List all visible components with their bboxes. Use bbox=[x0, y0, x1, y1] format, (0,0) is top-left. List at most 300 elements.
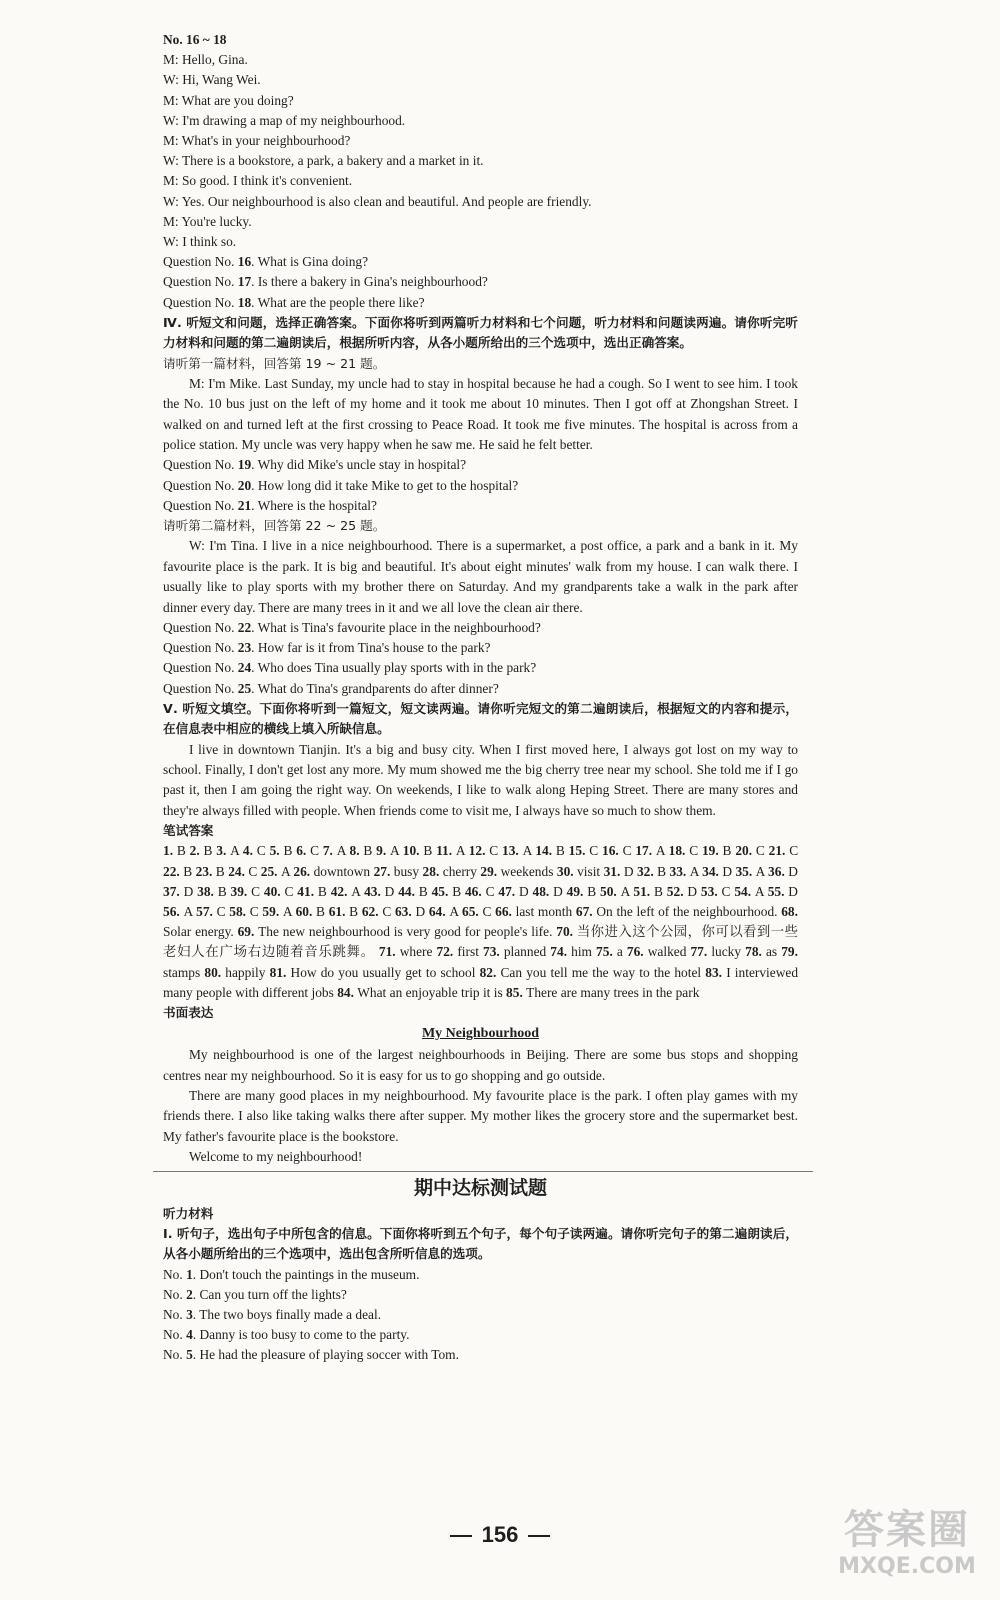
question-line bbox=[163, 272, 798, 292]
answer-dot: . bbox=[408, 903, 416, 919]
question-line bbox=[163, 679, 798, 699]
answer-item bbox=[495, 904, 572, 919]
midterm-title: 期中达标测试题 bbox=[413, 1176, 547, 1199]
section4-instruction: Ⅳ. 听短文和问题，选择正确答案。下面你将听到两篇听力材料和七个问题，听力材料和问题读两遍。请你听完听力材料和问题的第二遍朗读后，根据所听内容，从各小题所给出的三个选项中，选出正确答案。 bbox=[163, 314, 798, 351]
watermark-url: MXQE.COM bbox=[838, 1554, 976, 1579]
answer-dot: . bbox=[342, 903, 350, 919]
answer-item bbox=[204, 965, 265, 980]
answer-number: 42 bbox=[330, 883, 345, 899]
answer-item bbox=[349, 843, 372, 858]
answer-item bbox=[498, 884, 528, 899]
answer-item bbox=[163, 843, 186, 858]
answer-dot: . bbox=[411, 883, 419, 899]
answer-dot: . bbox=[308, 903, 317, 919]
answer-dot: . bbox=[640, 944, 648, 960]
answer-item bbox=[190, 843, 213, 858]
question-line bbox=[163, 293, 798, 313]
question-line-text: . What is Gina doing? bbox=[251, 254, 369, 270]
answer-dot: . bbox=[276, 843, 284, 859]
answer-item bbox=[264, 884, 294, 899]
answer-item bbox=[502, 843, 532, 858]
answer-number: 55 bbox=[767, 883, 782, 899]
answer-dot: . bbox=[511, 883, 519, 899]
answer-item bbox=[238, 924, 553, 939]
sentence-line bbox=[163, 1325, 798, 1345]
answer-number: 8 bbox=[349, 843, 357, 859]
answer-dot: . bbox=[508, 903, 516, 919]
answer-item bbox=[296, 843, 319, 858]
answer-value: B bbox=[587, 883, 597, 899]
answer-number: 57 bbox=[196, 903, 210, 919]
answer-number: 13 bbox=[502, 843, 516, 859]
answer-dot: . bbox=[781, 883, 789, 899]
answer-value: cherry bbox=[442, 863, 477, 879]
answer-dot: . bbox=[492, 964, 501, 980]
answer-value: downtown bbox=[313, 863, 371, 879]
answer-item bbox=[329, 904, 358, 919]
answer-value: B bbox=[722, 843, 732, 859]
answer-dot: . bbox=[442, 903, 450, 919]
question-line-prefix: Question No. bbox=[163, 640, 238, 656]
answer-dot: . bbox=[715, 843, 723, 859]
answer-value: A bbox=[282, 903, 292, 919]
answer-value: B bbox=[349, 903, 359, 919]
answer-dot: . bbox=[617, 863, 624, 879]
answer-item bbox=[669, 843, 699, 858]
section-divider bbox=[153, 1171, 813, 1172]
answer-number: 4 bbox=[242, 843, 250, 859]
answer-dot: . bbox=[449, 944, 458, 960]
answer-item bbox=[465, 884, 495, 899]
answer-value: C bbox=[482, 903, 492, 919]
sentence-line bbox=[163, 1265, 798, 1285]
answer-value: D bbox=[553, 883, 563, 899]
question-line-number: 21 bbox=[237, 497, 252, 513]
answer-value: C bbox=[382, 903, 392, 919]
answer-value: A bbox=[230, 843, 240, 859]
answer-number: 68 bbox=[781, 903, 795, 919]
answer-value: A bbox=[620, 883, 630, 899]
answer-dot: . bbox=[250, 924, 259, 940]
sentence-line-text: . Can you turn off the lights? bbox=[192, 1286, 347, 1302]
answer-number: 50 bbox=[600, 883, 614, 899]
answer-item bbox=[480, 965, 702, 980]
answer-number: 34 bbox=[702, 863, 716, 879]
answer-value: A bbox=[351, 883, 361, 899]
answer-number: 84 bbox=[337, 984, 351, 1000]
answer-value: C bbox=[789, 843, 799, 859]
page-number-dash-left bbox=[450, 1535, 472, 1537]
answer-value: A bbox=[755, 863, 765, 879]
answer-dot: . bbox=[548, 843, 556, 859]
answer-number: 52 bbox=[666, 883, 681, 899]
answer-item bbox=[376, 843, 399, 858]
answer-number: 49 bbox=[566, 883, 581, 899]
answer-number: 45 bbox=[431, 883, 445, 899]
answer-item bbox=[262, 904, 291, 919]
answer-value: B bbox=[452, 883, 462, 899]
answer-value: D bbox=[687, 883, 698, 899]
answer-item bbox=[261, 864, 290, 879]
answer-dot: . bbox=[356, 843, 364, 859]
answer-item bbox=[690, 944, 741, 959]
answer-number: 53 bbox=[700, 883, 715, 899]
answer-item bbox=[379, 944, 433, 959]
answer-dot: . bbox=[210, 883, 218, 899]
answer-dot: . bbox=[748, 863, 756, 879]
answer-dot: . bbox=[329, 843, 337, 859]
answer-number: 43 bbox=[364, 883, 378, 899]
answer-item bbox=[403, 843, 433, 858]
answer-value: stamps bbox=[163, 964, 201, 980]
answer-value: C bbox=[256, 843, 266, 859]
question-line-prefix: Question No. bbox=[163, 660, 238, 676]
answer-item bbox=[734, 884, 764, 899]
essay-paragraph: Welcome to my neighbourhood! bbox=[189, 1149, 363, 1165]
answer-number: 39 bbox=[230, 883, 244, 899]
question-line-number: 25 bbox=[237, 680, 252, 696]
answer-value: B bbox=[283, 843, 293, 859]
answer-number: 12 bbox=[468, 843, 483, 859]
answer-dot: . bbox=[448, 843, 456, 859]
answer-number: 70 bbox=[556, 924, 570, 940]
dialogue-line: M: What's in your neighbourhood? bbox=[163, 133, 351, 149]
answer-number: 65 bbox=[462, 903, 476, 919]
answer-item bbox=[637, 864, 666, 879]
answer-value: last month bbox=[515, 903, 573, 919]
answer-value: B bbox=[423, 843, 433, 859]
answer-item bbox=[437, 944, 479, 959]
answer-item bbox=[469, 843, 499, 858]
answer-value: B bbox=[176, 843, 186, 859]
answer-dot: . bbox=[582, 843, 590, 859]
answer-number: 79 bbox=[781, 944, 795, 960]
answer-value: B bbox=[657, 863, 667, 879]
question-line-text: . How long did it take Mike to get to the hospital? bbox=[251, 477, 519, 493]
answer-number: 80 bbox=[204, 964, 218, 980]
answer-value: A bbox=[522, 843, 532, 859]
answer-item bbox=[297, 884, 327, 899]
answer-value: as bbox=[765, 944, 778, 960]
answer-value: C bbox=[310, 843, 320, 859]
answer-number: 72 bbox=[436, 944, 450, 960]
answer-item bbox=[735, 843, 765, 858]
answer-item bbox=[163, 884, 193, 899]
question-line-prefix: Question No. bbox=[163, 274, 238, 290]
answer-value: A bbox=[336, 843, 346, 859]
question-line bbox=[163, 476, 798, 496]
answer-dot: . bbox=[794, 903, 798, 919]
answer-value: C bbox=[249, 903, 259, 919]
sentence-line-text: . Don't touch the paintings in the museum. bbox=[192, 1266, 420, 1282]
answer-dot: . bbox=[748, 843, 756, 859]
answer-number: 16 bbox=[602, 843, 616, 859]
answer-number: 14 bbox=[535, 843, 549, 859]
answer-number: 51 bbox=[633, 883, 647, 899]
answer-number: 46 bbox=[464, 883, 479, 899]
question-line bbox=[163, 658, 798, 678]
answer-value: There are many trees in the park bbox=[526, 984, 700, 1000]
answer-value: D bbox=[722, 863, 732, 879]
answer-value: D bbox=[788, 863, 798, 879]
answer-dot: . bbox=[650, 863, 658, 879]
question-line-number: 24 bbox=[237, 660, 252, 676]
answer-item bbox=[196, 904, 225, 919]
answer-item bbox=[331, 884, 361, 899]
sentence-line-text: . Danny is too busy to come to the party. bbox=[192, 1327, 410, 1343]
answer-number: 61 bbox=[328, 903, 343, 919]
answer-key bbox=[163, 841, 798, 1003]
answer-value: B bbox=[317, 883, 327, 899]
question-line bbox=[163, 252, 798, 272]
answer-dot: . bbox=[682, 843, 690, 859]
midterm-subheading: 听力材料 bbox=[163, 1205, 214, 1221]
answer-value: B bbox=[203, 843, 213, 859]
answer-number: 17 bbox=[635, 843, 649, 859]
sentence-line bbox=[163, 1285, 798, 1305]
dialogue-line: W: Hi, Wang Wei. bbox=[163, 72, 261, 88]
question-line-prefix: Question No. bbox=[163, 294, 238, 310]
page-number-dash-right bbox=[528, 1535, 550, 1537]
answer-item bbox=[480, 864, 553, 879]
answer-value: walked bbox=[647, 944, 687, 960]
question-line-text: . How far is it from Tina's house to the park? bbox=[251, 640, 491, 656]
answer-dot: . bbox=[302, 843, 311, 859]
answer-value: B bbox=[654, 883, 663, 899]
answer-item bbox=[423, 864, 477, 879]
answer-dot: . bbox=[515, 843, 523, 859]
answer-dot: . bbox=[482, 843, 490, 859]
sentence-line-prefix: No. bbox=[163, 1307, 187, 1323]
answer-dot: . bbox=[496, 944, 504, 960]
answer-item bbox=[745, 944, 777, 959]
answer-value: A bbox=[390, 843, 399, 859]
dialogue-line: W: There is a bookstore, a park, a bakery and a market in it. bbox=[163, 153, 484, 169]
answer-value: B bbox=[183, 863, 193, 879]
answer-dot: . bbox=[222, 843, 231, 859]
essay-paragraph: My neighbourhood is one of the largest neighbourhoods in Beijing. There are some bus stops and shopping centres near my neighbourhood. So it is easy for us to go shopping and go outside. bbox=[163, 1047, 798, 1083]
answer-number: 36 bbox=[768, 863, 782, 879]
writing-heading: 书面表达 bbox=[163, 1005, 214, 1020]
answer-value: The new neighbourhood is very good for people's life. bbox=[258, 924, 553, 940]
answer-value: B bbox=[363, 843, 373, 859]
answer-dot: . bbox=[545, 883, 554, 899]
answer-value: C bbox=[689, 843, 699, 859]
answer-number: 25 bbox=[260, 863, 275, 879]
answer-value: visit bbox=[577, 863, 601, 879]
answer-dot: . bbox=[646, 883, 654, 899]
answer-item bbox=[374, 864, 420, 879]
answer-number: 58 bbox=[229, 903, 243, 919]
answer-value: him bbox=[571, 944, 592, 960]
answer-value: planned bbox=[503, 944, 547, 960]
answer-item bbox=[362, 904, 391, 919]
answer-item bbox=[196, 864, 225, 879]
answer-value: B bbox=[555, 843, 565, 859]
answer-number: 81 bbox=[269, 964, 284, 980]
answer-dot: . bbox=[283, 964, 291, 980]
answer-number: 56 bbox=[163, 903, 177, 919]
dialogue-lines bbox=[163, 50, 798, 252]
answer-dot: . bbox=[274, 863, 281, 879]
answer-dot: . bbox=[375, 903, 383, 919]
answer-value: C bbox=[284, 883, 294, 899]
answer-dot: . bbox=[344, 883, 352, 899]
answer-number: 23 bbox=[195, 863, 209, 879]
answer-number: 82 bbox=[479, 964, 493, 980]
answer-dot: . bbox=[444, 883, 453, 899]
answer-dot: . bbox=[176, 863, 184, 879]
answer-number: 24 bbox=[228, 863, 242, 879]
answer-dot: . bbox=[416, 843, 424, 859]
answer-item bbox=[270, 843, 293, 858]
answer-value: D bbox=[415, 903, 426, 919]
answer-dot: . bbox=[249, 843, 257, 859]
answer-item bbox=[436, 843, 465, 858]
answer-number: 75 bbox=[596, 944, 610, 960]
answer-value: a bbox=[616, 944, 623, 960]
answer-item bbox=[735, 864, 764, 879]
answer-value: On the left of the neighbourhood. bbox=[596, 903, 778, 919]
answer-item bbox=[535, 843, 565, 858]
answer-dot: . bbox=[209, 903, 217, 919]
answer-value: C bbox=[721, 883, 731, 899]
question-line bbox=[163, 455, 798, 475]
answer-dot: . bbox=[196, 843, 204, 859]
answer-value: Solar energy. bbox=[163, 924, 234, 940]
answer-value: C bbox=[622, 843, 632, 859]
answer-number: 66 bbox=[495, 903, 509, 919]
answer-item bbox=[633, 884, 663, 899]
sentence-line-number: 3 bbox=[186, 1307, 193, 1323]
answer-value: I interviewed many people with different jobs bbox=[163, 964, 799, 1000]
answer-item bbox=[768, 864, 798, 879]
answer-item bbox=[602, 843, 632, 858]
answer-number: 3 bbox=[216, 843, 223, 859]
passage1-questions bbox=[163, 455, 798, 516]
answer-value: A bbox=[655, 843, 665, 859]
answer-value: 当你进入这个公园，你可以看到一些老妇人在广场右边随着音乐跳舞。 bbox=[163, 924, 798, 960]
answer-dot: . bbox=[242, 903, 250, 919]
answer-dot: . bbox=[382, 843, 390, 859]
question-line-prefix: Question No. bbox=[163, 497, 238, 513]
dialogue-line: W: I think so. bbox=[163, 234, 237, 250]
answer-dot: . bbox=[648, 843, 656, 859]
answer-item bbox=[395, 904, 425, 919]
answer-dot: . bbox=[718, 964, 727, 980]
answer-dot: . bbox=[169, 843, 177, 859]
answer-value: where bbox=[399, 944, 433, 960]
answer-item bbox=[163, 904, 192, 919]
answer-number: 85 bbox=[506, 984, 520, 1000]
dialogue-line: M: You're lucky. bbox=[163, 213, 252, 229]
answer-dot: . bbox=[306, 863, 314, 879]
answer-dot: . bbox=[475, 903, 483, 919]
answer-value: C bbox=[489, 843, 499, 859]
answer-dot: . bbox=[589, 903, 597, 919]
question-line-number: 20 bbox=[237, 477, 252, 493]
answer-item bbox=[462, 904, 491, 919]
answer-dot: . bbox=[758, 944, 766, 960]
answer-item bbox=[216, 843, 239, 858]
question-line bbox=[163, 638, 798, 658]
question-line-prefix: Question No. bbox=[163, 457, 238, 473]
answer-dot: . bbox=[241, 863, 249, 879]
answer-number: 21 bbox=[768, 843, 783, 859]
answer-number: 67 bbox=[575, 903, 590, 919]
answer-dot: . bbox=[310, 883, 318, 899]
question-line bbox=[163, 618, 798, 638]
answer-number: 7 bbox=[322, 843, 330, 859]
answer-dot: . bbox=[392, 944, 400, 960]
answer-value: lucky bbox=[711, 944, 742, 960]
answer-value: How do you usually get to school bbox=[290, 964, 476, 980]
answer-item bbox=[429, 904, 458, 919]
answer-value: D bbox=[518, 883, 529, 899]
dialogue-line: M: So good. I think it's convenient. bbox=[163, 173, 353, 189]
answer-number: 38 bbox=[197, 883, 211, 899]
answer-item bbox=[270, 965, 476, 980]
answer-number: 63 bbox=[394, 903, 409, 919]
midterm-instruction: Ⅰ. 听句子，选出句子中所包含的信息。下面你将听到五个句子，每个句子读两遍。请你听完句子的第二遍朗读后，从各小题所给出的三个选项中，选出包含所听信息的选项。 bbox=[163, 1225, 798, 1262]
answer-number: 18 bbox=[668, 843, 683, 859]
sentence-line bbox=[163, 1305, 798, 1325]
answer-number: 71 bbox=[378, 944, 393, 960]
question-line-prefix: Question No. bbox=[163, 477, 238, 493]
answer-value: B bbox=[215, 863, 225, 879]
answer-number: 26 bbox=[293, 863, 307, 879]
answer-item bbox=[702, 864, 732, 879]
sentence-line-number: 1 bbox=[186, 1266, 193, 1282]
essay-body bbox=[163, 1045, 798, 1167]
answer-item bbox=[229, 904, 258, 919]
answer-value: B bbox=[418, 883, 428, 899]
answer-item bbox=[163, 864, 192, 879]
sentence-line-number: 5 bbox=[186, 1347, 193, 1363]
passage1-text: M: I'm Mike. Last Sunday, my uncle had to stay in hospital because he had a cough. So I went to see him. I took the No. 10 bus just on the left of my home and it took me about 10 minutes. Then I got off at Zhongshan Street. I walked on and turned left at the first crossing to Peace Road. It took me five minutes. The hospital is across from a police station. My uncle was very happy when he saw me. He said he felt better. bbox=[163, 375, 798, 453]
question-line bbox=[163, 496, 798, 516]
section5-passage: I live in downtown Tianjin. It's a big and busy city. When I first moved here, I always got lost on my way to school. Finally, I don't get lost any more. My mum showed me the big cherry tree near my school. She told me if I go past it, then I am going the right way. On weekends, I like to walk along Heping Street. There are many stores and they're always filled with people. When friends come to visit me, I always have so much to show them. bbox=[163, 741, 798, 818]
answer-dot: . bbox=[563, 944, 572, 960]
answer-number: 1 bbox=[163, 843, 170, 859]
answer-dot: . bbox=[613, 883, 621, 899]
answer-value: C bbox=[755, 843, 765, 859]
answer-dot: . bbox=[715, 863, 723, 879]
answer-item bbox=[550, 944, 592, 959]
answer-number: 62 bbox=[361, 903, 376, 919]
passage2-questions bbox=[163, 618, 798, 699]
answer-number: 30 bbox=[556, 863, 571, 879]
answer-number: 54 bbox=[734, 883, 748, 899]
answer-dot: . bbox=[569, 924, 577, 940]
dialogue-line: W: I'm drawing a map of my neighbourhood. bbox=[163, 112, 406, 128]
answer-item bbox=[627, 944, 687, 959]
question-line-text: . What do Tina's grandparents do after dinner? bbox=[251, 680, 499, 696]
answer-dot: . bbox=[208, 863, 216, 879]
answer-value: D bbox=[623, 863, 634, 879]
question-line-text: . What is Tina's favourite place in the neighbourhood? bbox=[251, 619, 541, 635]
answer-item bbox=[483, 944, 546, 959]
answer-item bbox=[769, 843, 799, 858]
answer-item bbox=[576, 904, 778, 919]
answer-number: 11 bbox=[436, 843, 449, 859]
answer-number: 19 bbox=[701, 843, 716, 859]
answer-item bbox=[432, 884, 462, 899]
answer-item bbox=[506, 985, 699, 1000]
answer-value: first bbox=[457, 944, 479, 960]
midterm-sentences bbox=[163, 1265, 798, 1366]
answer-value: A bbox=[280, 863, 290, 879]
